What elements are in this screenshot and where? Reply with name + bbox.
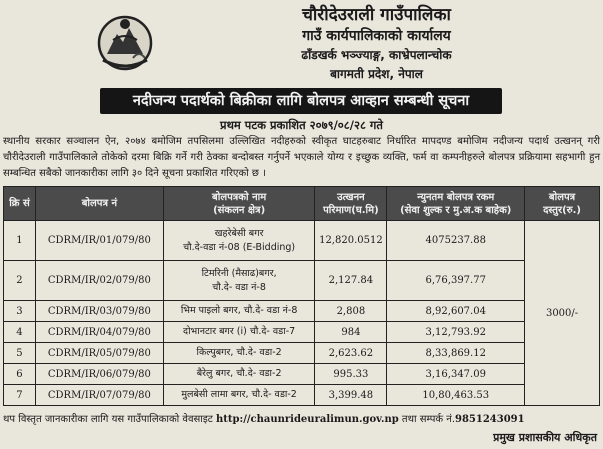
cell-price: 8,33,869.12	[387, 343, 525, 364]
header-sn: क्रि सं	[4, 187, 36, 221]
table-row	[4, 343, 600, 364]
cell-qty: 984	[315, 322, 387, 343]
cell-price: 6,76,397.77	[387, 261, 525, 301]
phone-number: 9851243091	[455, 414, 525, 425]
signatory: प्रमुख प्रशासकीय अधिकृत	[493, 431, 597, 444]
header-qty: उत्खनन परिमाण(घ.मि)	[315, 187, 387, 221]
cell-code: CDRM/IR/07/079/80	[35, 385, 163, 406]
cell-code: CDRM/IR/01/079/80	[35, 221, 163, 261]
cell-name: टिमरिनी (मैसाढ)बगर, चौ.दे- वडा नं-8	[163, 261, 315, 301]
cell-sn: 4	[4, 322, 36, 343]
cell-sn: 1	[4, 221, 36, 261]
cell-sn: 2	[4, 261, 36, 301]
header-fee: बोलपत्र दस्तुर(रु.)	[525, 187, 600, 221]
table-row	[4, 221, 600, 261]
publication-date: प्रथम पटक प्रकाशित २०७९/०८/२८ गते	[220, 118, 383, 132]
cell-name: बैरेलु बगर, चौ.दे- वडा-2	[163, 364, 315, 385]
cell-sn: 3	[4, 301, 36, 322]
notice-intro: स्थानीय सरकार सञ्चालन ऐन, २०७४ बमोजिम तपसिलमा उल्लिखित नदीहरुको स्वीकृत घाटहरुबाट निर्धारित मापदण्ड बमोजिम नदीजन्य पदार्थ उत्खनन् गरी चौरीदेउराली गाउँपालिकाले तोकेको दरमा बिक्रि गर्ने गरी ठेक्का बन्दोबस्त गर्नुपर्ने भएकाले योग्य र इच्छुक व्यक्ति, फर्म वा कम्पनीहरुले बोलपत्र प्रक्रियामा सहभागी हुन सम्बन्धित सबैको जानकारीका लागि ३० दिने सूचना प्रकाशित गरिएको छ ।	[3, 136, 600, 179]
footer-contact	[3, 411, 600, 425]
cell-qty: 2,127.84	[315, 261, 387, 301]
province-name: बागमती प्रदेश, नेपाल	[330, 67, 423, 81]
cell-name: दोभानटार बगर (i) चौ.दे- वडा-7	[163, 322, 315, 343]
cell-price: 4075237.88	[387, 221, 525, 261]
cell-price: 8,92,607.04	[387, 301, 525, 322]
header-name: बोलपत्रको नाम (संकलन क्षेत्र)	[163, 187, 315, 221]
cell-qty: 3,399.48	[315, 385, 387, 406]
header-code: बोलपत्र नं	[35, 187, 163, 221]
cell-qty: 2,808	[315, 301, 387, 322]
website-link[interactable]: http://chaunrideuralimun.gov.np	[216, 414, 399, 425]
bid-table	[3, 186, 600, 406]
table-header-row	[4, 187, 600, 221]
cell-sn: 6	[4, 364, 36, 385]
cell-price: 3,16,347.09	[387, 364, 525, 385]
cell-qty: 2,623.62	[315, 343, 387, 364]
table-row	[4, 322, 600, 343]
header-price: न्युनतम बोलपत्र रकम (सेवा शुल्क र मु.अ.क बाहेक)	[387, 187, 525, 221]
table-row	[4, 301, 600, 322]
cell-price: 10,80,463.53	[387, 385, 525, 406]
office-name: गाउँ कार्यपालिकाको कार्यालय	[302, 28, 451, 44]
cell-code: CDRM/IR/03/079/80	[35, 301, 163, 322]
cell-price: 3,12,793.92	[387, 322, 525, 343]
cell-code: CDRM/IR/04/079/80	[35, 322, 163, 343]
table-row	[4, 261, 600, 301]
header-text	[150, 4, 603, 84]
cell-qty: 995.33	[315, 364, 387, 385]
cell-code: CDRM/IR/02/079/80	[35, 261, 163, 301]
municipality-name: चौरीदेउराली गाउँपालिका	[302, 5, 451, 25]
cell-name: मुलबेसी लामा बगर, चौ.दे- वडा-2	[163, 385, 315, 406]
government-emblem-icon	[93, 10, 157, 74]
office-address: ढाँडखर्क भञ्ज्याङ्ग, काभ्रेपलान्चोक	[301, 48, 452, 62]
office-header	[0, 4, 603, 86]
cell-code: CDRM/IR/06/079/80	[35, 364, 163, 385]
cell-sn: 7	[4, 385, 36, 406]
contact-label: तथा सम्पर्क नं.	[401, 414, 455, 425]
cell-name: खहरेबेसी बगर चौ.दे-वडा नं-08 (E-Bidding)	[163, 221, 315, 261]
notice-title-banner: नदीजन्य पदार्थको बिक्रीका लागि बोलपत्र आव्हान सम्बन्धी सूचना	[100, 88, 502, 114]
cell-fee: 3000/-	[525, 221, 600, 406]
cell-code: CDRM/IR/05/079/80	[35, 343, 163, 364]
cell-name: किल्पुबगर, चौ.दे- वडा-2	[163, 343, 315, 364]
cell-name: भिम पाइलो बगर, चौ.दे- वडा नं-8	[163, 301, 315, 322]
table-row	[4, 364, 600, 385]
cell-sn: 5	[4, 343, 36, 364]
footer-text: थप विस्तृत जानकारीका लागि यस गाउँपालिकाको वेवसाइट	[3, 414, 213, 425]
cell-qty: 12,820.0512	[315, 221, 387, 261]
table-row	[4, 385, 600, 406]
